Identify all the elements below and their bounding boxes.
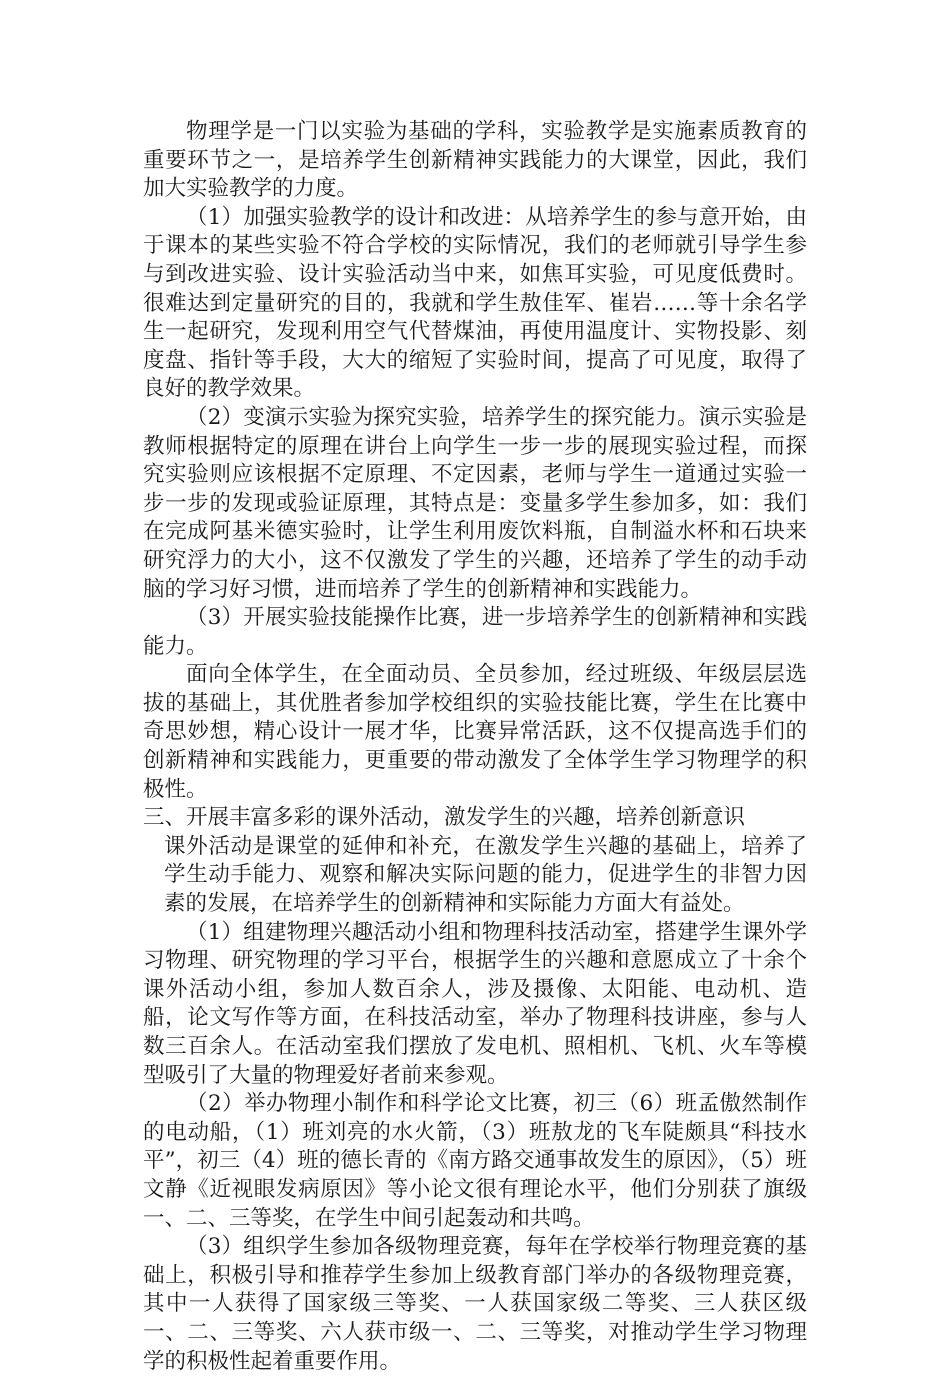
paragraph-item-1-experiment-design: （1）加强实验教学的设计和改进：从培养学生的参与意开始，由于课本的某些实验不符合学校的实际情况，我们的老师就引导学生参与到改进实验、设计实验活动当中来，如焦耳实验，可见度低费时。很难达到定量研究的目的，我就和学生敖佳军、崔岩……等十余名学生一起研究，发现利用空气代替煤油，再使用温度计、实物投影、刻度盘、指针等手段，大大的缩短了实验时间，提高了可见度，取得了良好的教学效果。 <box>143 204 807 402</box>
document-body <box>143 118 807 1376</box>
paragraph-item-1-interest-groups: （1）组建物理兴趣活动小组和物理科技活动室，搭建学生课外学习物理、研究物理的学习平台，根据学生的兴趣和意愿成立了十余个课外活动小组，参加人数百余人，涉及摄像、太阳能、电动机、造船，论文写作等方面，在科技活动室，举办了物理科技讲座，参与人数三百余人。在活动室我们摆放了发电机、照相机、飞机、火车等模型吸引了大量的物理爱好者前来参观。 <box>143 919 807 1088</box>
paragraph-item-2-paper-competition: （2）举办物理小制作和科学论文比赛，初三（6）班孟傲然制作的电动船，（1）班刘亮的水火箭，（3）班敖龙的飞车陡颇具“科技水平”，初三（4）班的德长青的《南方路交通事故发生的原因》，（5）班文静《近视眼发病原因》等小论文很有理论水平，他们分别获了旗级一、二、三等奖，在学生中间引起轰动和共鸣。 <box>143 1091 807 1231</box>
paragraph-extracurricular-intro: 课外活动是课堂的延伸和补充，在激发学生兴趣的基础上，培养了学生动手能力、观察和解决实际问题的能力，促进学生的非智力因素的发展，在培养学生的创新精神和实际能力方面大有益处。 <box>164 833 807 917</box>
section-heading-3: 三、开展丰富多彩的课外活动，激发学生的兴趣，培养创新意识 <box>143 805 746 831</box>
paragraph-item-2-inquiry-experiment: （2）变演示实验为探究实验，培养学生的探究能力。演示实验是教师根据特定的原理在讲台上向学生一步一步的展现实验过程，而探究实验则应该根据不定原理、不定因素，老师与学生一道通过实验一步一步的发现或验证原理，其特点是：变量多学生参加多，如：我们在完成阿基米德实验时，让学生利用废饮料瓶，自制溢水杯和石块来研究浮力的大小，这不仅激发了学生的兴趣，还培养了学生的动手动脑的学习好习惯，进而培养了学生的创新精神和实践能力。 <box>143 404 807 602</box>
paragraph-item-3-skills-competition: （3）开展实验技能操作比赛，进一步培养学生的创新精神和实践能力。 <box>143 605 807 659</box>
paragraph-item-3-physics-contest: （3）组织学生参加各级物理竞赛，每年在学校举行物理竞赛的基础上，积极引导和推荐学生参加上级教育部门举办的各级物理竞赛，其中一人获得了国家级三等奖、一人获国家级二等奖、三人获区级一、二、三等奖、六人获市级一、二、三等奖，对推动学生学习物理学的积极性起着重要作用。 <box>143 1234 807 1374</box>
paragraph-intro: 物理学是一门以实验为基础的学科，实验教学是实施素质教育的重要环节之一，是培养学生创新精神实践能力的大课堂，因此，我们加大实验教学的力度。 <box>143 119 807 202</box>
paragraph-all-students: 面向全体学生，在全面动员、全员参加，经过班级、年级层层选拔的基础上，其优胜者参加学校组织的实验技能比赛，学生在比赛中奇思妙想，精心设计一展才华，比赛异常活跃，这不仅提高选手们的创新精神和实践能力，更重要的带动激发了全体学生学习物理学的积极性。 <box>143 662 807 802</box>
